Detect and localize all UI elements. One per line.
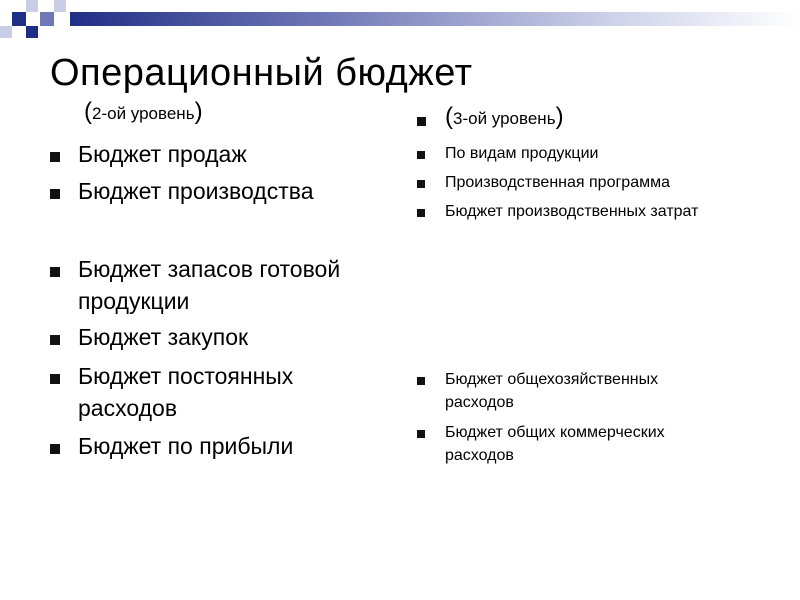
list-item-text: Бюджет общехозяйственных расходов bbox=[445, 371, 659, 411]
right-subheading-text: 3-ой уровень bbox=[453, 109, 556, 128]
square-bullet-icon bbox=[50, 444, 60, 454]
square-bullet-icon bbox=[50, 267, 60, 277]
square-bullet-icon bbox=[50, 374, 60, 384]
list-item-text: Бюджет производственных затрат bbox=[445, 203, 699, 220]
slide-title: Операционный бюджет bbox=[50, 52, 473, 94]
deco-square bbox=[54, 0, 66, 12]
square-bullet-icon bbox=[50, 335, 60, 345]
square-bullet-icon bbox=[417, 117, 426, 126]
right-subheading-text-wrap bbox=[445, 103, 564, 131]
square-bullet-icon bbox=[50, 189, 60, 199]
list-item-text: Производственная программа bbox=[445, 174, 670, 191]
deco-square bbox=[0, 26, 12, 38]
list-item bbox=[50, 138, 408, 170]
left-subheading-close-paren: ) bbox=[194, 98, 203, 125]
list-item bbox=[417, 421, 730, 467]
list-item bbox=[50, 321, 408, 353]
square-bullet-icon bbox=[417, 209, 425, 217]
square-bullet-icon bbox=[417, 430, 425, 438]
list-item-text: Бюджет постоянных расходов bbox=[78, 363, 294, 421]
deco-square bbox=[26, 0, 38, 12]
header-gradient-bar bbox=[70, 12, 800, 26]
deco-square bbox=[12, 12, 26, 26]
list-item-text: Бюджет по прибыли bbox=[78, 433, 294, 459]
list-item bbox=[50, 175, 408, 207]
list-item bbox=[417, 200, 715, 223]
deco-square bbox=[26, 26, 38, 38]
square-bullet-icon bbox=[50, 152, 60, 162]
list-item bbox=[417, 368, 715, 414]
list-item-text: Бюджет закупок bbox=[78, 324, 249, 350]
list-item bbox=[417, 171, 745, 194]
right-subheading-close-paren: ) bbox=[555, 103, 564, 130]
list-item-text: Бюджет запасов готовой продукции bbox=[78, 256, 341, 314]
left-subheading bbox=[84, 98, 203, 126]
list-item bbox=[50, 253, 408, 317]
right-subheading-open-paren: ( bbox=[445, 103, 453, 130]
list-item bbox=[417, 142, 745, 165]
left-subheading-text: 2-ой уровень bbox=[92, 104, 195, 123]
list-item-text: По видам продукции bbox=[445, 145, 599, 162]
list-item bbox=[50, 430, 408, 462]
list-item-text: Бюджет общих коммерческих расходов bbox=[445, 424, 665, 464]
list-item bbox=[50, 360, 378, 424]
square-bullet-icon bbox=[417, 377, 425, 385]
deco-square bbox=[40, 12, 54, 26]
left-subheading-open-paren: ( bbox=[84, 98, 92, 125]
list-item-text: Бюджет производства bbox=[78, 178, 314, 204]
list-item-text: Бюджет продаж bbox=[78, 141, 247, 167]
square-bullet-icon bbox=[417, 151, 425, 159]
square-bullet-icon bbox=[417, 180, 425, 188]
